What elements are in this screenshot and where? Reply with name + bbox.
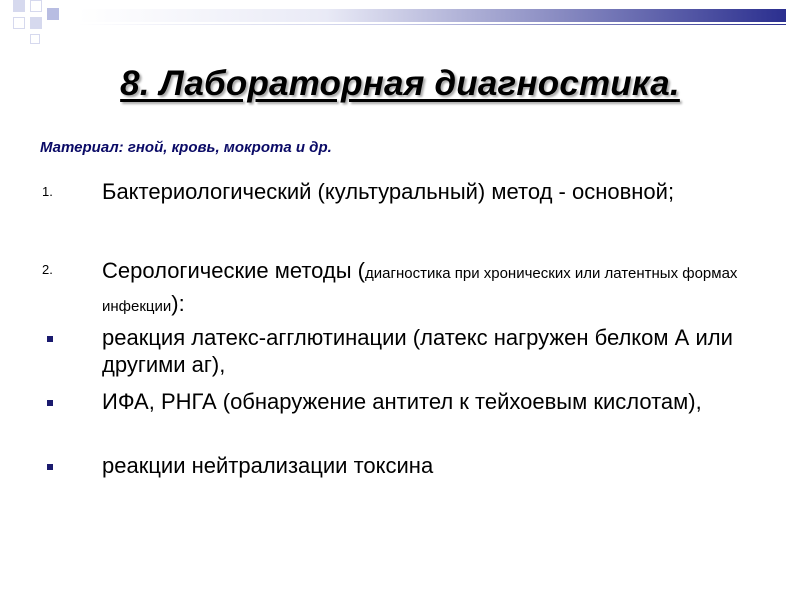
bullet-text: ИФА, РНГА (обнаружение антител к тейхоевым кислотам), [102, 389, 702, 414]
item-number: 2. [42, 262, 53, 277]
item-text-end: ): [171, 291, 185, 316]
bullet-marker [47, 336, 53, 342]
item-text-main: Серологические методы ( [102, 258, 366, 283]
decor-square [30, 0, 42, 12]
item-text-small: диагностика при хронических или латентных формах инфекции [102, 265, 738, 315]
decor-square [13, 0, 25, 12]
bullet-marker [47, 464, 53, 470]
bullet-marker [47, 400, 53, 406]
header-gradient-line [78, 24, 786, 25]
decor-square [13, 17, 25, 29]
decor-square [30, 17, 42, 29]
material-subtitle: Материал: гной, кровь, мокрота и др. [40, 139, 332, 156]
item-text: Бактериологический (культуральный) метод - основной; [102, 179, 675, 204]
bullet-text: реакции нейтрализации токсина [102, 453, 434, 478]
header-gradient-bar [78, 9, 786, 22]
decor-square [47, 8, 59, 20]
decor-square [30, 34, 40, 44]
bullet-text: реакция латекс-агглютинации (латекс нагружен белком А или другими аг), [102, 325, 733, 377]
item-text [102, 256, 762, 322]
slide-title: 8. Лабораторная диагностика. [120, 64, 680, 103]
item-number: 1. [42, 184, 53, 199]
